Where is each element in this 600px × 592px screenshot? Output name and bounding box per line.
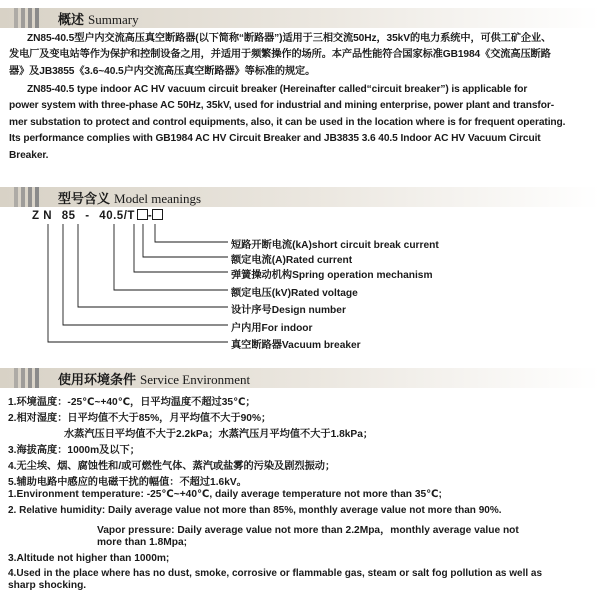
summary-en-line: Breaker. xyxy=(9,149,49,161)
header-stripes-icon xyxy=(14,368,42,388)
summary-cn-line: 发电厂及变电站等作为保护和控制设备之用，并适用于频繁操作的场所。本产品性能符合国家标准GB1984《交流高压断路 xyxy=(9,49,551,61)
env-line: 3.Altitude not higher than 1000m; xyxy=(8,553,170,564)
code-85: 85 xyxy=(61,210,76,222)
connector-break-current xyxy=(155,224,228,242)
env-line: sharp shocking. xyxy=(8,580,87,591)
env-line: 3.海拔高度：1000m及以下； xyxy=(8,445,140,456)
env-line: Vapor pressure: Daily average value not more than 2.2Mpa，monthly average value not xyxy=(97,525,519,536)
code-slash: / xyxy=(123,210,128,222)
env-line: 1.Environment temperature: -25℃~+40℃, daily average temperature not more than 35℃; xyxy=(8,489,442,500)
model-label-vacuum: 真空断路器Vacuum breaker xyxy=(231,340,361,351)
summary-en-line: mer substation to protect and control equipments, also, it can be used in the location where is for frequent operating. xyxy=(9,116,566,128)
connector-rated-current xyxy=(143,224,228,257)
summary-en-line: power system with three-phase AC 50Hz, 35kV, used for industrial and mining enterprise, power plant and transfor- xyxy=(9,100,554,112)
env-line: more than 1.8Mpa; xyxy=(97,537,188,548)
environment-title: 使用环境条件 Service Environment xyxy=(58,371,251,387)
summary-cn-line: ZN85-40.5型户内交流高压真空断路器(以下简称“断路器”)适用于三相交流50Hz，35kV的电力系统中，可供工矿企业、 xyxy=(27,33,552,44)
model-code: Z N 85 - 40.5/T - xyxy=(32,209,163,222)
env-line: 水蒸汽压日平均值不大于2.2kPa；水蒸汽压月平均值不大于1.8kPa； xyxy=(64,429,374,440)
model-title: 型号含义 Model meanings xyxy=(58,190,202,206)
model-label-design-number: 设计序号Design number xyxy=(231,305,346,316)
env-line: 4.Used in the place where has no dust, smoke, corrosive or flammable gas, steam or salt fog pollution as well as xyxy=(8,568,543,579)
env-line: 1.环境温度：-25℃~+40℃，日平均温度不超过35℃； xyxy=(8,397,256,408)
env-line: 4.无尘埃、烟、腐蚀性和/或可燃性气体、蒸汽或盐雾的污染及剧烈振动； xyxy=(8,461,336,472)
model-label-rated-voltage: 额定电压(kV)Rated voltage xyxy=(231,288,358,299)
summary-en-line: ZN85-40.5 type indoor AC HV vacuum circuit breaker (Hereinafter called“circuit breaker”) is applicable for xyxy=(27,84,528,95)
model-label-break-current: 短路开断电流(kA)short circuit break current xyxy=(231,240,439,251)
env-line: 2. Relative humidity: Daily average value not more than 85%, monthly average value not more than 90%. xyxy=(8,505,502,516)
summary-en-line: Its performance complies with GB1984 AC HV Circuit Breaker and JB3835 3.6 40.5 Indoor AC HV Vacuum Circuit xyxy=(9,133,541,145)
summary-title: 概述 Summary xyxy=(58,11,139,27)
env-line: 5.辅助电路中感应的电磁干扰的幅值：不超过1.6kV。 xyxy=(8,477,247,488)
code-z: Z xyxy=(32,210,40,222)
connector-mechanism xyxy=(134,224,228,272)
code-dash: - xyxy=(85,210,90,222)
connector-design-number xyxy=(78,224,228,307)
model-label-indoor: 户内用For indoor xyxy=(231,323,313,334)
code-405: 40.5 xyxy=(99,210,124,222)
model-label-mechanism: 弹簧操动机构Spring operation mechanism xyxy=(231,270,433,281)
environment-header xyxy=(0,368,600,388)
summary-cn-line: 器》及JB3855《3.6~40.5户内交流高压真空断路器》等标准的规定。 xyxy=(9,65,316,77)
code-n: N xyxy=(43,210,53,222)
env-line: 2.相对湿度：日平均值不大于85%，月平均值不大于90%； xyxy=(8,413,272,424)
connector-indoor xyxy=(63,224,228,325)
code-t: T xyxy=(127,210,135,222)
model-label-rated-current: 额定电流(A)Rated current xyxy=(231,255,353,266)
